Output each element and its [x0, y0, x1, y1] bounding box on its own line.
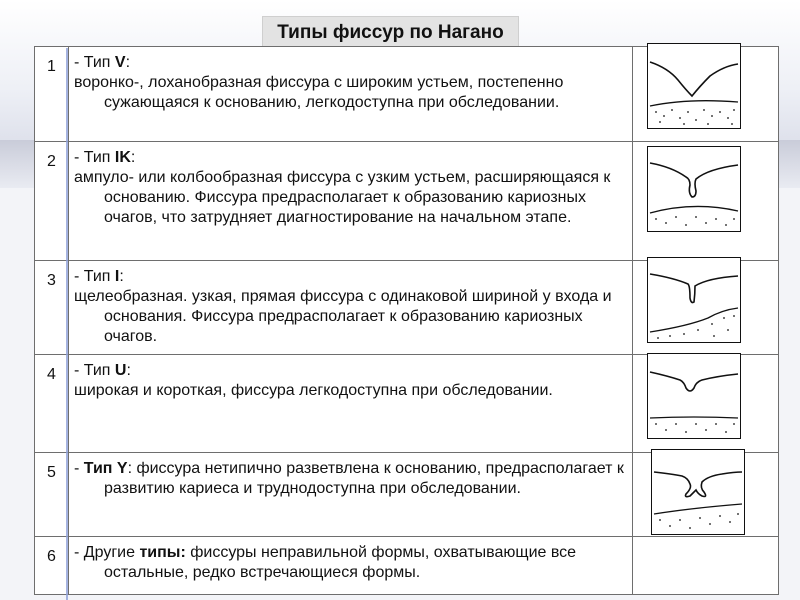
- row-description: [69, 355, 633, 453]
- vertical-marker-line: [66, 48, 68, 600]
- row-number: 5: [35, 453, 69, 537]
- type-name: V: [114, 54, 126, 71]
- table-row: [35, 537, 779, 595]
- figure-cell: [633, 142, 779, 261]
- type-name: IK: [114, 149, 131, 166]
- row-description: [69, 453, 633, 537]
- V-type-fissure-icon: [647, 43, 741, 129]
- row-number: 1: [35, 47, 69, 142]
- fissure-types-table: [34, 46, 779, 595]
- row-description: [69, 47, 633, 142]
- type-prefix: - Другие: [74, 544, 140, 561]
- type-text: воронко-, лоханобразная фиссура с широким устьем, постепенно сужающаяся к основанию, легкодоступна при обследовании.: [74, 74, 564, 111]
- type-prefix: - Тип: [74, 149, 115, 166]
- figure-cell: [633, 537, 779, 595]
- type-prefix: - Тип: [74, 268, 115, 285]
- type-suffix: : фиссура нетипично разветвлена к основанию, предрасполагает к развитию кариеса и труднодоступна при обследовании.: [104, 460, 624, 497]
- table-row: [35, 355, 779, 453]
- figure-cell: [633, 47, 779, 142]
- U-type-fissure-icon: [647, 353, 741, 439]
- Y-type-fissure-icon: [651, 449, 745, 535]
- table-row: [35, 453, 779, 537]
- type-prefix: - Тип: [74, 362, 115, 379]
- type-name: типы:: [139, 544, 186, 561]
- type-text: широкая и короткая, фиссура легкодоступна при обследовании.: [74, 382, 553, 399]
- type-suffix: :: [119, 268, 124, 285]
- row-description: [69, 537, 633, 595]
- table-row: [35, 47, 779, 142]
- row-description: [69, 142, 633, 261]
- figure-cell: [633, 261, 779, 355]
- type-name: I: [114, 268, 120, 285]
- row-number: 3: [35, 261, 69, 355]
- figure-cell: [633, 355, 779, 453]
- type-suffix: :: [125, 54, 131, 71]
- type-suffix: :: [130, 149, 136, 166]
- type-prefix: -: [74, 460, 84, 477]
- type-text: ампуло- или колбообразная фиссура с узким устьем, расширяющаяся к основанию. Фиссура предрасполагает к образованию кариозных очагов, что затрудняет диагностирование на начальном этапе.: [74, 169, 611, 226]
- IK-type-fissure-icon: [647, 146, 741, 232]
- type-prefix: - Тип: [74, 54, 115, 71]
- table-row: [35, 142, 779, 261]
- figure-cell: [633, 453, 779, 537]
- slide-title: Типы фиссур по Нагано: [262, 16, 519, 50]
- type-suffix: :: [126, 362, 131, 379]
- type-suffix: фиссуры неправильной формы, охватывающие все остальные, редко встречающиеся формы.: [104, 544, 577, 581]
- table-row: [35, 261, 779, 355]
- I-type-fissure-icon: [647, 257, 741, 343]
- row-number: 4: [35, 355, 69, 453]
- row-number: 6: [35, 537, 69, 595]
- type-name: Тип Y: [83, 460, 128, 477]
- row-number: 2: [35, 142, 69, 261]
- type-name: U: [114, 362, 127, 379]
- row-description: [69, 261, 633, 355]
- type-text: щелеобразная. узкая, прямая фиссура с одинаковой шириной у входа и основания. Фиссура предрасполагает к образованию кариозных очагов.: [74, 288, 612, 345]
